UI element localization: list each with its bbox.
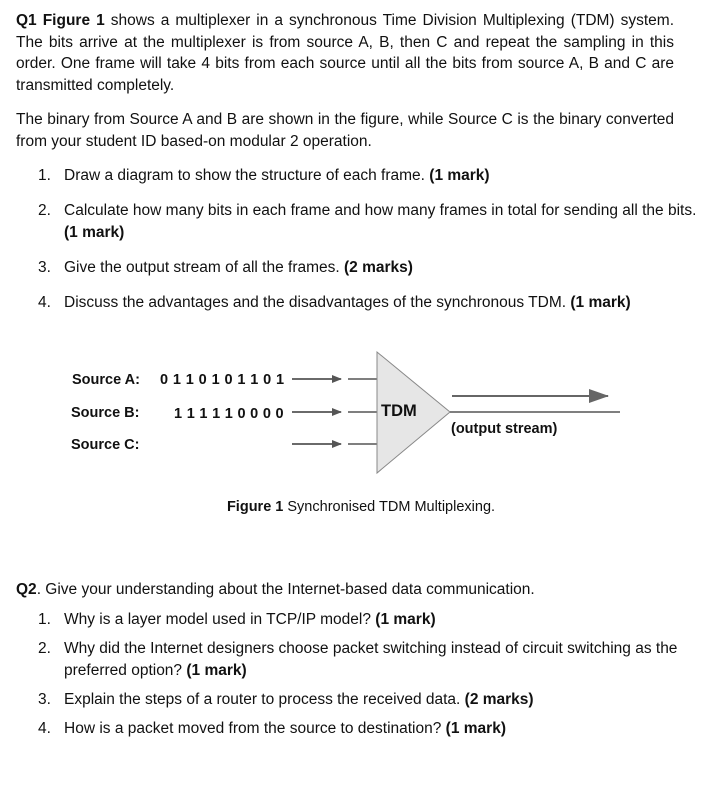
caption-text: Synchronised TDM Multiplexing. xyxy=(283,499,496,515)
q2-label: Q2 xyxy=(16,581,37,598)
q2-item-3 xyxy=(38,689,534,711)
q2-item-3-number: 3. xyxy=(38,691,51,708)
q2-item-2-number: 2. xyxy=(38,640,51,657)
q1-item-2-text: Calculate how many bits in each frame and how many frames in total for sending all the bits. xyxy=(64,202,697,219)
caption-figure-ref: Figure 1 xyxy=(226,499,284,515)
q2-item-4 xyxy=(38,718,506,740)
q2-item-3-text: Explain the steps of a router to process the received data. xyxy=(64,691,465,708)
q2-intro-text: . Give your understanding about the Internet-based data communication. xyxy=(36,581,535,598)
q2-item-2 xyxy=(38,638,722,681)
q2-item-4-mark: (1 mark) xyxy=(445,720,506,737)
q1-item-1-mark: (1 mark) xyxy=(429,167,490,184)
output-stream-label: (output stream) xyxy=(451,421,558,437)
q2-item-1-text: Why is a layer model used in TCP/IP model? xyxy=(64,611,376,628)
q1-item-1-number: 1. xyxy=(38,167,51,184)
q2-item-2-text: Why did the Internet designers choose packet switching instead of circuit switching as the preferred option? xyxy=(64,640,678,679)
q1-item-2-number: 2. xyxy=(38,202,51,219)
q2-item-1 xyxy=(38,609,436,631)
q1-intro-paragraph xyxy=(16,10,674,96)
q2-item-1-number: 1. xyxy=(38,611,51,628)
q1-item-4-text: Discuss the advantages and the disadvantages of the synchronous TDM. xyxy=(64,294,571,311)
q1-item-2 xyxy=(38,200,704,243)
q2-intro-paragraph xyxy=(16,579,674,601)
q1-context-paragraph: The binary from Source A and B are shown in the figure, while Source C is the binary converted from your student ID based-on modular 2 operation. xyxy=(16,111,674,150)
q1-item-2-mark: (1 mark) xyxy=(64,223,125,241)
q2-item-4-number: 4. xyxy=(38,720,51,737)
q2-item-1-mark: (1 mark) xyxy=(375,611,436,628)
q2-item-4-text: How is a packet moved from the source to destination? xyxy=(64,720,446,737)
source-b-label: Source B: xyxy=(71,405,140,421)
q2-item-2-mark: (1 mark) xyxy=(186,661,247,679)
q1-item-4 xyxy=(38,292,631,314)
q1-label: Q1 xyxy=(16,12,37,29)
q2-item-3-mark: (2 marks) xyxy=(464,691,534,708)
q1-item-3 xyxy=(38,257,413,279)
q1-item-4-mark: (1 mark) xyxy=(570,294,631,311)
q1-item-3-text: Give the output stream of all the frames. xyxy=(64,259,344,276)
q1-figure-ref: Figure 1 xyxy=(42,12,105,29)
tdm-label: TDM xyxy=(381,402,417,420)
q1-item-1 xyxy=(38,165,490,187)
source-a-bits: 0 1 1 0 1 0 1 1 0 1 xyxy=(160,372,285,388)
q1-item-1-text: Draw a diagram to show the structure of each frame. xyxy=(64,167,430,184)
tdm-figure xyxy=(0,330,722,490)
figure-caption xyxy=(0,499,722,515)
source-c-label: Source C: xyxy=(71,437,140,453)
source-b-bits: 1 1 1 1 1 0 0 0 0 xyxy=(174,406,284,422)
q1-item-3-mark: (2 marks) xyxy=(344,259,413,276)
q1-item-4-number: 4. xyxy=(38,294,51,311)
q1-item-3-number: 3. xyxy=(38,259,51,276)
q1-intro-text: shows a multiplexer in a synchronous Time Division Multiplexing (TDM) system. The bits arrive at the multiplexer is from source A, B, then C and repeat the sampling in this order. One frame will take 4 bits from each source until all the bits from source A, B and C are transmitted completely. xyxy=(16,12,674,94)
source-a-label: Source A: xyxy=(72,372,140,388)
